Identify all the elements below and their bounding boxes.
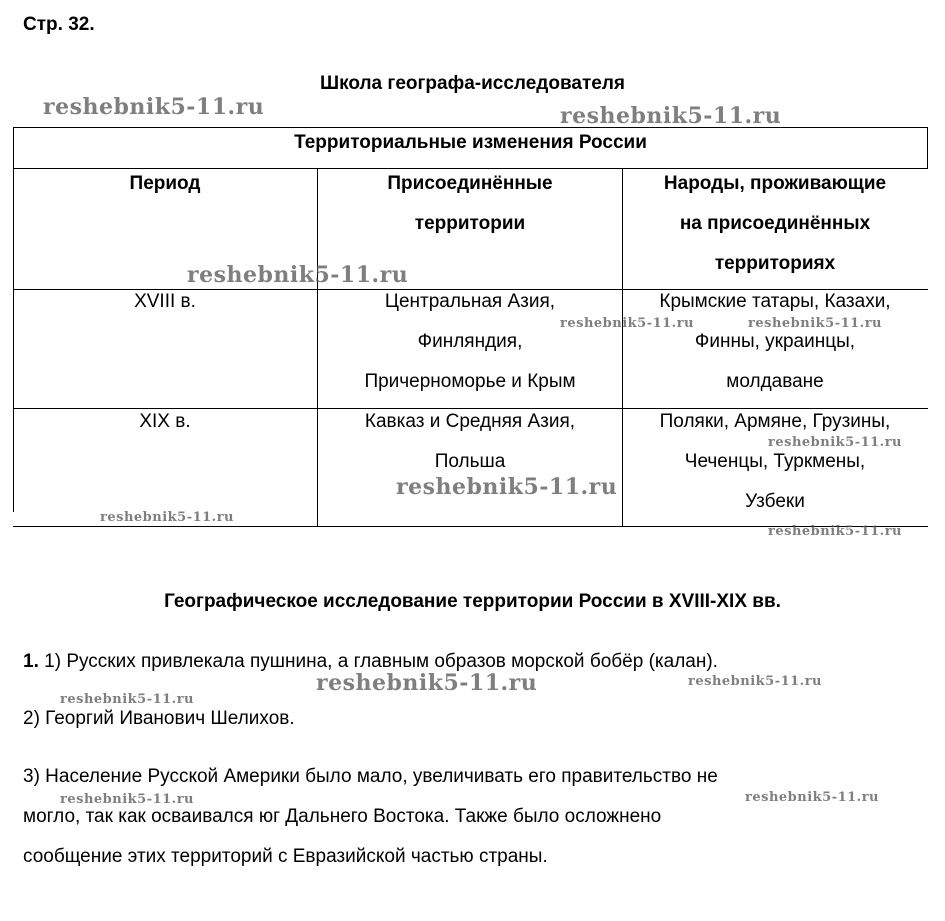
- header-territories: [318, 164, 622, 244]
- cell-line: Поляки, Армяне, Грузины,: [659, 411, 891, 432]
- cell-line: Крымские татары, Казахи,: [659, 291, 891, 312]
- answer-3: [23, 757, 923, 877]
- table-caption: Территориальные изменения России: [294, 132, 647, 153]
- cell-line: Финны, украинцы,: [694, 331, 856, 352]
- cell-line: Причерноморье и Крым: [364, 371, 576, 392]
- watermark: reshebnik5-11.ru: [316, 670, 538, 696]
- cell-line: Польша: [434, 451, 506, 472]
- header-line: Присоединённые: [387, 173, 553, 194]
- cell-line: Кавказ и Средняя Азия,: [364, 411, 576, 432]
- watermark: reshebnik5-11.ru: [43, 94, 265, 120]
- header-line: на присоединённых: [679, 213, 871, 234]
- table-cell-territories: [318, 282, 622, 402]
- watermark: reshebnik5-11.ru: [745, 790, 880, 805]
- header-peoples: [623, 164, 927, 284]
- table-cell-period: [13, 282, 317, 322]
- table-cell-territories: [318, 402, 622, 482]
- answer-number: 1.: [23, 651, 39, 672]
- header-period: [13, 164, 317, 204]
- cell-line: Центральная Азия,: [384, 291, 556, 312]
- section-title: Школа географа-исследователя: [320, 73, 625, 94]
- table-cell-period: [13, 402, 317, 442]
- watermark: reshebnik5-11.ru: [560, 316, 695, 331]
- watermark: reshebnik5-11.ru: [100, 510, 235, 525]
- cell-line: молдаване: [726, 371, 824, 392]
- cell-line: Чеченцы, Туркмены,: [684, 451, 866, 472]
- table-cell-peoples: [623, 402, 927, 522]
- watermark: reshebnik5-11.ru: [768, 524, 903, 539]
- watermark: reshebnik5-11.ru: [768, 435, 903, 450]
- watermark: reshebnik5-11.ru: [187, 262, 409, 288]
- answer-line: 3) Население Русской Америки было мало, увеличивать его правительство не: [23, 766, 718, 787]
- answer-2: 2) Георгий Иванович Шелихов.: [23, 708, 295, 729]
- header-line: Народы, проживающие: [663, 173, 887, 194]
- watermark: reshebnik5-11.ru: [748, 316, 883, 331]
- header-line: территориях: [714, 253, 836, 274]
- cell-line: XVIII в.: [134, 291, 196, 312]
- cell-line: Финляндия,: [417, 331, 523, 352]
- page-label: Стр. 32.: [23, 14, 95, 35]
- answer-line: сообщение этих территорий с Евразийской частью страны.: [23, 846, 548, 867]
- watermark: reshebnik5-11.ru: [560, 103, 782, 129]
- watermark: reshebnik5-11.ru: [396, 474, 618, 500]
- watermark: reshebnik5-11.ru: [60, 792, 195, 807]
- cell-line: XIX в.: [139, 411, 191, 432]
- header-line: Период: [129, 173, 201, 194]
- watermark: reshebnik5-11.ru: [60, 692, 195, 707]
- watermark: reshebnik5-11.ru: [688, 674, 823, 689]
- answer-line: могло, так как осваивался юг Дальнего Востока. Также было осложнено: [23, 806, 662, 827]
- cell-line: Узбеки: [745, 491, 805, 512]
- header-line: территории: [414, 213, 526, 234]
- section-title: Географическое исследование территории России в XVIII-XIX вв.: [164, 591, 781, 612]
- table-cell-peoples: [623, 282, 927, 402]
- answer-text: 1) Русских привлекала пушнина, а главным образов морской бобёр (калан).: [44, 651, 718, 672]
